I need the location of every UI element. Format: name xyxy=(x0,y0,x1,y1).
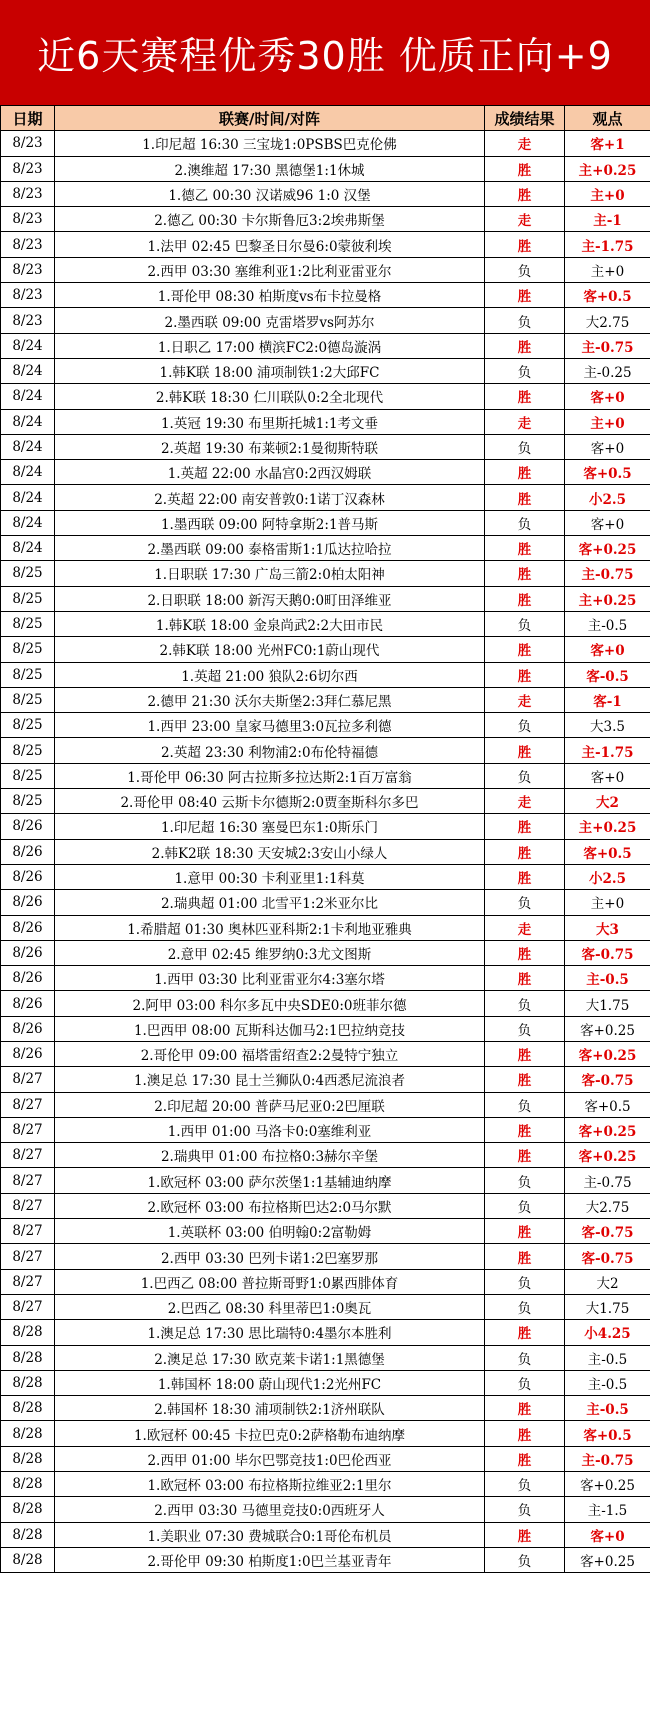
row-result: 胜 xyxy=(485,940,565,965)
row-result: 胜 xyxy=(485,1421,565,1446)
row-tip: 主-0.75 xyxy=(565,333,650,358)
row-match: 2.西甲 01:00 毕尔巴鄂竞技1:0巴伦西亚 xyxy=(55,1446,485,1471)
row-result: 负 xyxy=(485,890,565,915)
row-tip: 大2 xyxy=(565,1269,650,1294)
row-match: 1.英冠 19:30 布里斯托城1:1考文垂 xyxy=(55,409,485,434)
row-match: 1.法甲 02:45 巴黎圣日尔曼6:0蒙彼利埃 xyxy=(55,232,485,257)
row-date: 8/27 xyxy=(1,1269,55,1294)
table-row xyxy=(1,1396,650,1421)
row-result: 胜 xyxy=(485,1396,565,1421)
row-result: 胜 xyxy=(485,232,565,257)
row-tip: 主+0.25 xyxy=(565,156,650,181)
row-tip: 客+0 xyxy=(565,434,650,459)
row-date: 8/23 xyxy=(1,257,55,282)
row-match: 1.韩K联 18:00 浦项制铁1:2大邱FC xyxy=(55,358,485,383)
header-date: 日期 xyxy=(1,106,55,131)
row-match: 2.墨西联 09:00 泰格雷斯1:1瓜达拉哈拉 xyxy=(55,536,485,561)
row-date: 8/27 xyxy=(1,1067,55,1092)
row-date: 8/23 xyxy=(1,131,55,156)
row-tip: 主-0.75 xyxy=(565,561,650,586)
table-row xyxy=(1,1294,650,1319)
table-row xyxy=(1,460,650,485)
row-tip: 客+0 xyxy=(565,384,650,409)
table-row xyxy=(1,738,650,763)
row-match: 2.韩K联 18:30 仁川联队0:2全北现代 xyxy=(55,384,485,409)
table-row xyxy=(1,510,650,535)
header-result: 成绩结果 xyxy=(485,106,565,131)
row-tip: 客-1 xyxy=(565,687,650,712)
table-row xyxy=(1,207,650,232)
table-row xyxy=(1,713,650,738)
row-tip: 客+0 xyxy=(565,637,650,662)
row-result: 负 xyxy=(485,1497,565,1522)
row-date: 8/24 xyxy=(1,434,55,459)
row-tip: 主-0.25 xyxy=(565,358,650,383)
row-tip: 主-0.5 xyxy=(565,1396,650,1421)
table-row xyxy=(1,611,650,636)
row-tip: 客+0 xyxy=(565,510,650,535)
row-date: 8/24 xyxy=(1,485,55,510)
row-match: 1.日职乙 17:00 横滨FC2:0德岛漩涡 xyxy=(55,333,485,358)
row-tip: 大1.75 xyxy=(565,991,650,1016)
row-tip: 主+0 xyxy=(565,409,650,434)
row-tip: 主-0.5 xyxy=(565,611,650,636)
table-row xyxy=(1,637,650,662)
row-date: 8/28 xyxy=(1,1370,55,1395)
row-date: 8/26 xyxy=(1,839,55,864)
row-result: 负 xyxy=(485,358,565,383)
row-tip: 客+0.5 xyxy=(565,1421,650,1446)
schedule-table xyxy=(0,105,650,1573)
row-tip: 客+0 xyxy=(565,1522,650,1547)
row-result: 胜 xyxy=(485,1219,565,1244)
table-row xyxy=(1,1244,650,1269)
row-result: 负 xyxy=(485,1370,565,1395)
table-row xyxy=(1,1067,650,1092)
row-date: 8/28 xyxy=(1,1320,55,1345)
row-result: 负 xyxy=(485,991,565,1016)
row-date: 8/25 xyxy=(1,713,55,738)
row-date: 8/25 xyxy=(1,586,55,611)
row-match: 1.西甲 23:00 皇家马德里3:0瓦拉多利德 xyxy=(55,713,485,738)
table-row xyxy=(1,586,650,611)
table-row xyxy=(1,687,650,712)
row-result: 负 xyxy=(485,1294,565,1319)
row-result: 负 xyxy=(485,510,565,535)
row-result: 负 xyxy=(485,1168,565,1193)
row-tip: 客+0.5 xyxy=(565,1092,650,1117)
table-row xyxy=(1,1446,650,1471)
row-result: 负 xyxy=(485,434,565,459)
row-match: 1.印尼超 16:30 塞曼巴东1:0斯乐门 xyxy=(55,814,485,839)
row-date: 8/24 xyxy=(1,358,55,383)
row-result: 胜 xyxy=(485,864,565,889)
row-match: 1.欧冠杯 00:45 卡拉巴克0:2萨格勒布迪纳摩 xyxy=(55,1421,485,1446)
row-date: 8/23 xyxy=(1,232,55,257)
table-row xyxy=(1,409,650,434)
row-result: 胜 xyxy=(485,586,565,611)
table-row xyxy=(1,1143,650,1168)
row-match: 2.阿甲 03:00 科尔多瓦中央SDE0:0班菲尔德 xyxy=(55,991,485,1016)
table-row xyxy=(1,536,650,561)
row-date: 8/28 xyxy=(1,1472,55,1497)
header-tip: 观点 xyxy=(565,106,650,131)
row-tip: 主+0 xyxy=(565,181,650,206)
row-match: 2.墨西联 09:00 克雷塔罗vs阿苏尔 xyxy=(55,308,485,333)
row-match: 1.韩国杯 18:00 蔚山现代1:2光州FC xyxy=(55,1370,485,1395)
row-date: 8/26 xyxy=(1,864,55,889)
row-tip: 主-0.5 xyxy=(565,1345,650,1370)
row-date: 8/24 xyxy=(1,536,55,561)
row-result: 负 xyxy=(485,308,565,333)
row-tip: 小2.5 xyxy=(565,485,650,510)
row-tip: 客-0.75 xyxy=(565,940,650,965)
row-match: 1.墨西联 09:00 阿特拿斯2:1普马斯 xyxy=(55,510,485,535)
row-match: 1.印尼超 16:30 三宝垅1:0PSBS巴克伦佛 xyxy=(55,131,485,156)
table-row xyxy=(1,1168,650,1193)
table-row xyxy=(1,1522,650,1547)
row-result: 胜 xyxy=(485,333,565,358)
table-row xyxy=(1,1421,650,1446)
table-row xyxy=(1,1345,650,1370)
table-row xyxy=(1,384,650,409)
table-row xyxy=(1,434,650,459)
row-result: 胜 xyxy=(485,637,565,662)
table-row xyxy=(1,1117,650,1142)
row-tip: 主-1.75 xyxy=(565,232,650,257)
row-date: 8/24 xyxy=(1,510,55,535)
row-tip: 客-0.75 xyxy=(565,1067,650,1092)
row-result: 胜 xyxy=(485,460,565,485)
table-row xyxy=(1,1016,650,1041)
row-match: 2.西甲 03:30 巴列卡诺1:2巴塞罗那 xyxy=(55,1244,485,1269)
row-date: 8/24 xyxy=(1,409,55,434)
row-tip: 大3 xyxy=(565,915,650,940)
row-match: 1.巴西甲 08:00 瓦斯科达伽马2:1巴拉纳竞技 xyxy=(55,1016,485,1041)
table-row xyxy=(1,940,650,965)
row-match: 2.意甲 02:45 维罗纳0:3尤文图斯 xyxy=(55,940,485,965)
row-tip: 主-0.5 xyxy=(565,1370,650,1395)
table-row xyxy=(1,308,650,333)
table-row xyxy=(1,1219,650,1244)
row-result: 负 xyxy=(485,1016,565,1041)
table-row xyxy=(1,485,650,510)
row-result: 走 xyxy=(485,409,565,434)
header-match: 联赛/时间/对阵 xyxy=(55,106,485,131)
row-date: 8/27 xyxy=(1,1092,55,1117)
row-tip: 客+0.25 xyxy=(565,1143,650,1168)
row-tip: 主-1.5 xyxy=(565,1497,650,1522)
row-tip: 客+0.25 xyxy=(565,1117,650,1142)
table-row xyxy=(1,1547,650,1572)
row-date: 8/23 xyxy=(1,181,55,206)
table-row xyxy=(1,966,650,991)
row-match: 1.欧冠杯 03:00 布拉格斯拉维亚2:1里尔 xyxy=(55,1472,485,1497)
row-date: 8/25 xyxy=(1,687,55,712)
table-row xyxy=(1,763,650,788)
row-match: 1.西甲 03:30 比利亚雷亚尔4:3塞尔塔 xyxy=(55,966,485,991)
row-match: 2.瑞典甲 01:00 布拉格0:3赫尔辛堡 xyxy=(55,1143,485,1168)
table-row xyxy=(1,1092,650,1117)
row-date: 8/26 xyxy=(1,991,55,1016)
row-tip: 大2.75 xyxy=(565,308,650,333)
row-date: 8/25 xyxy=(1,763,55,788)
row-result: 负 xyxy=(485,1345,565,1370)
row-match: 2.澳足总 17:30 欧克莱卡诺1:1黑德堡 xyxy=(55,1345,485,1370)
row-tip: 客+1 xyxy=(565,131,650,156)
table-row xyxy=(1,915,650,940)
row-date: 8/25 xyxy=(1,637,55,662)
row-result: 胜 xyxy=(485,1143,565,1168)
row-tip: 小2.5 xyxy=(565,864,650,889)
row-result: 胜 xyxy=(485,1446,565,1471)
row-result: 负 xyxy=(485,713,565,738)
row-date: 8/26 xyxy=(1,915,55,940)
row-result: 胜 xyxy=(485,814,565,839)
row-date: 8/25 xyxy=(1,611,55,636)
row-date: 8/24 xyxy=(1,333,55,358)
table-row xyxy=(1,561,650,586)
table-header-row xyxy=(1,106,650,131)
row-date: 8/28 xyxy=(1,1345,55,1370)
row-match: 2.英超 22:00 南安普敦0:1诺丁汉森林 xyxy=(55,485,485,510)
table-row xyxy=(1,814,650,839)
row-match: 1.欧冠杯 03:00 萨尔茨堡1:1基辅迪纳摩 xyxy=(55,1168,485,1193)
row-match: 1.西甲 01:00 马洛卡0:0塞维利亚 xyxy=(55,1117,485,1142)
row-tip: 主-0.75 xyxy=(565,1446,650,1471)
row-date: 8/24 xyxy=(1,384,55,409)
row-result: 胜 xyxy=(485,1244,565,1269)
table-row xyxy=(1,181,650,206)
row-tip: 大2.75 xyxy=(565,1193,650,1218)
row-tip: 客+0.25 xyxy=(565,1016,650,1041)
row-match: 2.日职联 18:00 新泻天鹅0:0町田泽维亚 xyxy=(55,586,485,611)
row-tip: 大2 xyxy=(565,789,650,814)
row-result: 胜 xyxy=(485,536,565,561)
row-tip: 主+0.25 xyxy=(565,586,650,611)
row-date: 8/28 xyxy=(1,1547,55,1572)
row-tip: 客+0.5 xyxy=(565,283,650,308)
table-row xyxy=(1,156,650,181)
row-date: 8/25 xyxy=(1,662,55,687)
row-match: 1.英联杯 03:00 伯明翰0:2富勒姆 xyxy=(55,1219,485,1244)
row-tip: 客+0.25 xyxy=(565,1041,650,1066)
row-result: 胜 xyxy=(485,485,565,510)
row-result: 胜 xyxy=(485,1522,565,1547)
row-date: 8/28 xyxy=(1,1446,55,1471)
row-tip: 客-0.75 xyxy=(565,1219,650,1244)
row-match: 2.西甲 03:30 马德里竞技0:0西班牙人 xyxy=(55,1497,485,1522)
row-match: 1.希腊超 01:30 奥林匹亚科斯2:1卡利地亚雅典 xyxy=(55,915,485,940)
row-tip: 客+0.25 xyxy=(565,1547,650,1572)
row-result: 负 xyxy=(485,1547,565,1572)
row-result: 走 xyxy=(485,687,565,712)
table-row xyxy=(1,1320,650,1345)
row-date: 8/23 xyxy=(1,283,55,308)
row-date: 8/27 xyxy=(1,1219,55,1244)
row-match: 2.西甲 03:30 塞维利亚1:2比利亚雷亚尔 xyxy=(55,257,485,282)
table-row xyxy=(1,333,650,358)
row-match: 1.韩K联 18:00 金泉尚武2:2大田市民 xyxy=(55,611,485,636)
row-match: 1.日职联 17:30 广岛三箭2:0柏太阳神 xyxy=(55,561,485,586)
row-match: 1.英超 21:00 狼队2:6切尔西 xyxy=(55,662,485,687)
row-date: 8/27 xyxy=(1,1143,55,1168)
row-date: 8/26 xyxy=(1,966,55,991)
table-row xyxy=(1,1269,650,1294)
table-row xyxy=(1,890,650,915)
row-date: 8/26 xyxy=(1,890,55,915)
row-match: 1.美职业 07:30 费城联合0:1哥伦布机员 xyxy=(55,1522,485,1547)
row-result: 胜 xyxy=(485,283,565,308)
row-match: 1.澳足总 17:30 思比瑞特0:4墨尔本胜利 xyxy=(55,1320,485,1345)
row-match: 2.哥伦甲 09:30 柏斯度1:0巴兰基亚青年 xyxy=(55,1547,485,1572)
row-result: 胜 xyxy=(485,839,565,864)
row-result: 胜 xyxy=(485,966,565,991)
row-result: 负 xyxy=(485,611,565,636)
table-row xyxy=(1,789,650,814)
row-match: 1.巴西乙 08:00 普拉斯哥野1:0累西腓体育 xyxy=(55,1269,485,1294)
row-tip: 客+0.25 xyxy=(565,1472,650,1497)
table-row xyxy=(1,257,650,282)
row-tip: 客-0.75 xyxy=(565,1244,650,1269)
table-row xyxy=(1,1041,650,1066)
table-row xyxy=(1,232,650,257)
row-date: 8/23 xyxy=(1,207,55,232)
row-date: 8/28 xyxy=(1,1522,55,1547)
table-row xyxy=(1,1370,650,1395)
row-result: 负 xyxy=(485,1269,565,1294)
row-date: 8/23 xyxy=(1,308,55,333)
row-date: 8/25 xyxy=(1,789,55,814)
row-match: 1.澳足总 17:30 昆士兰狮队0:4西悉尼流浪者 xyxy=(55,1067,485,1092)
row-match: 1.哥伦甲 08:30 柏斯度vs布卡拉曼格 xyxy=(55,283,485,308)
row-tip: 主+0 xyxy=(565,257,650,282)
row-result: 负 xyxy=(485,1193,565,1218)
table-row xyxy=(1,1472,650,1497)
row-result: 走 xyxy=(485,207,565,232)
row-match: 2.韩K2联 18:30 天安城2:3安山小绿人 xyxy=(55,839,485,864)
row-date: 8/25 xyxy=(1,738,55,763)
table-row xyxy=(1,358,650,383)
row-date: 8/27 xyxy=(1,1193,55,1218)
row-result: 胜 xyxy=(485,1117,565,1142)
table-row xyxy=(1,839,650,864)
row-match: 1.德乙 00:30 汉诺威96 1:0 汉堡 xyxy=(55,181,485,206)
row-result: 负 xyxy=(485,257,565,282)
row-result: 胜 xyxy=(485,738,565,763)
row-match: 1.意甲 00:30 卡利亚里1:1科莫 xyxy=(55,864,485,889)
table-row xyxy=(1,131,650,156)
row-result: 胜 xyxy=(485,1067,565,1092)
row-result: 胜 xyxy=(485,1320,565,1345)
page-title-banner xyxy=(0,0,650,105)
row-result: 负 xyxy=(485,1472,565,1497)
row-result: 胜 xyxy=(485,384,565,409)
row-result: 走 xyxy=(485,789,565,814)
row-match: 2.德甲 21:30 沃尔夫斯堡2:3拜仁慕尼黑 xyxy=(55,687,485,712)
row-tip: 客+0 xyxy=(565,763,650,788)
row-tip: 主+0.25 xyxy=(565,814,650,839)
row-date: 8/26 xyxy=(1,814,55,839)
row-tip: 客-0.5 xyxy=(565,662,650,687)
row-tip: 主-1.75 xyxy=(565,738,650,763)
table-row xyxy=(1,991,650,1016)
row-tip: 客+0.5 xyxy=(565,460,650,485)
row-match: 2.哥伦甲 08:40 云斯卡尔德斯2:0贾奎斯科尔多巴 xyxy=(55,789,485,814)
table-row xyxy=(1,1497,650,1522)
row-date: 8/26 xyxy=(1,1016,55,1041)
table-row xyxy=(1,662,650,687)
row-match: 2.欧冠杯 03:00 布拉格斯巴达2:0马尔默 xyxy=(55,1193,485,1218)
row-date: 8/27 xyxy=(1,1294,55,1319)
row-date: 8/28 xyxy=(1,1497,55,1522)
row-date: 8/25 xyxy=(1,561,55,586)
row-match: 2.英超 23:30 利物浦2:0布伦特福德 xyxy=(55,738,485,763)
row-tip: 大3.5 xyxy=(565,713,650,738)
row-result: 胜 xyxy=(485,662,565,687)
row-tip: 小4.25 xyxy=(565,1320,650,1345)
row-date: 8/23 xyxy=(1,156,55,181)
row-match: 2.巴西乙 08:30 科里蒂巴1:0奥瓦 xyxy=(55,1294,485,1319)
row-date: 8/28 xyxy=(1,1421,55,1446)
row-match: 1.哥伦甲 06:30 阿古拉斯多拉达斯2:1百万富翁 xyxy=(55,763,485,788)
row-date: 8/24 xyxy=(1,460,55,485)
row-tip: 客+0.5 xyxy=(565,839,650,864)
row-date: 8/27 xyxy=(1,1117,55,1142)
row-result: 走 xyxy=(485,915,565,940)
row-tip: 主-1 xyxy=(565,207,650,232)
row-tip: 主+0 xyxy=(565,890,650,915)
row-tip: 客+0.25 xyxy=(565,536,650,561)
row-result: 胜 xyxy=(485,181,565,206)
table-row xyxy=(1,864,650,889)
row-tip: 主-0.5 xyxy=(565,966,650,991)
row-match: 2.澳维超 17:30 黑德堡1:1休城 xyxy=(55,156,485,181)
row-result: 走 xyxy=(485,131,565,156)
row-match: 2.韩K联 18:00 光州FC0:1蔚山现代 xyxy=(55,637,485,662)
row-match: 1.英超 22:00 水晶宫0:2西汉姆联 xyxy=(55,460,485,485)
row-result: 胜 xyxy=(485,561,565,586)
row-date: 8/26 xyxy=(1,940,55,965)
row-tip: 主-0.75 xyxy=(565,1168,650,1193)
row-result: 胜 xyxy=(485,1041,565,1066)
row-match: 2.哥伦甲 09:00 福塔雷绍查2:2曼特宁独立 xyxy=(55,1041,485,1066)
row-date: 8/28 xyxy=(1,1396,55,1421)
row-tip: 大1.75 xyxy=(565,1294,650,1319)
page-title: 近6天赛程优秀30胜 优质正向+9 xyxy=(37,34,613,78)
row-match: 2.瑞典超 01:00 北雪平1:2米亚尔比 xyxy=(55,890,485,915)
row-result: 负 xyxy=(485,1092,565,1117)
row-result: 胜 xyxy=(485,156,565,181)
table-row xyxy=(1,283,650,308)
row-match: 2.印尼超 20:00 普萨马尼亚0:2巴厘联 xyxy=(55,1092,485,1117)
row-date: 8/27 xyxy=(1,1244,55,1269)
table-row xyxy=(1,1193,650,1218)
row-result: 负 xyxy=(485,763,565,788)
row-date: 8/26 xyxy=(1,1041,55,1066)
row-match: 2.英超 19:30 布莱顿2:1曼彻斯特联 xyxy=(55,434,485,459)
row-match: 2.韩国杯 18:30 浦项制铁2:1济州联队 xyxy=(55,1396,485,1421)
row-date: 8/27 xyxy=(1,1168,55,1193)
row-match: 2.德乙 00:30 卡尔斯鲁厄3:2埃弗斯堡 xyxy=(55,207,485,232)
